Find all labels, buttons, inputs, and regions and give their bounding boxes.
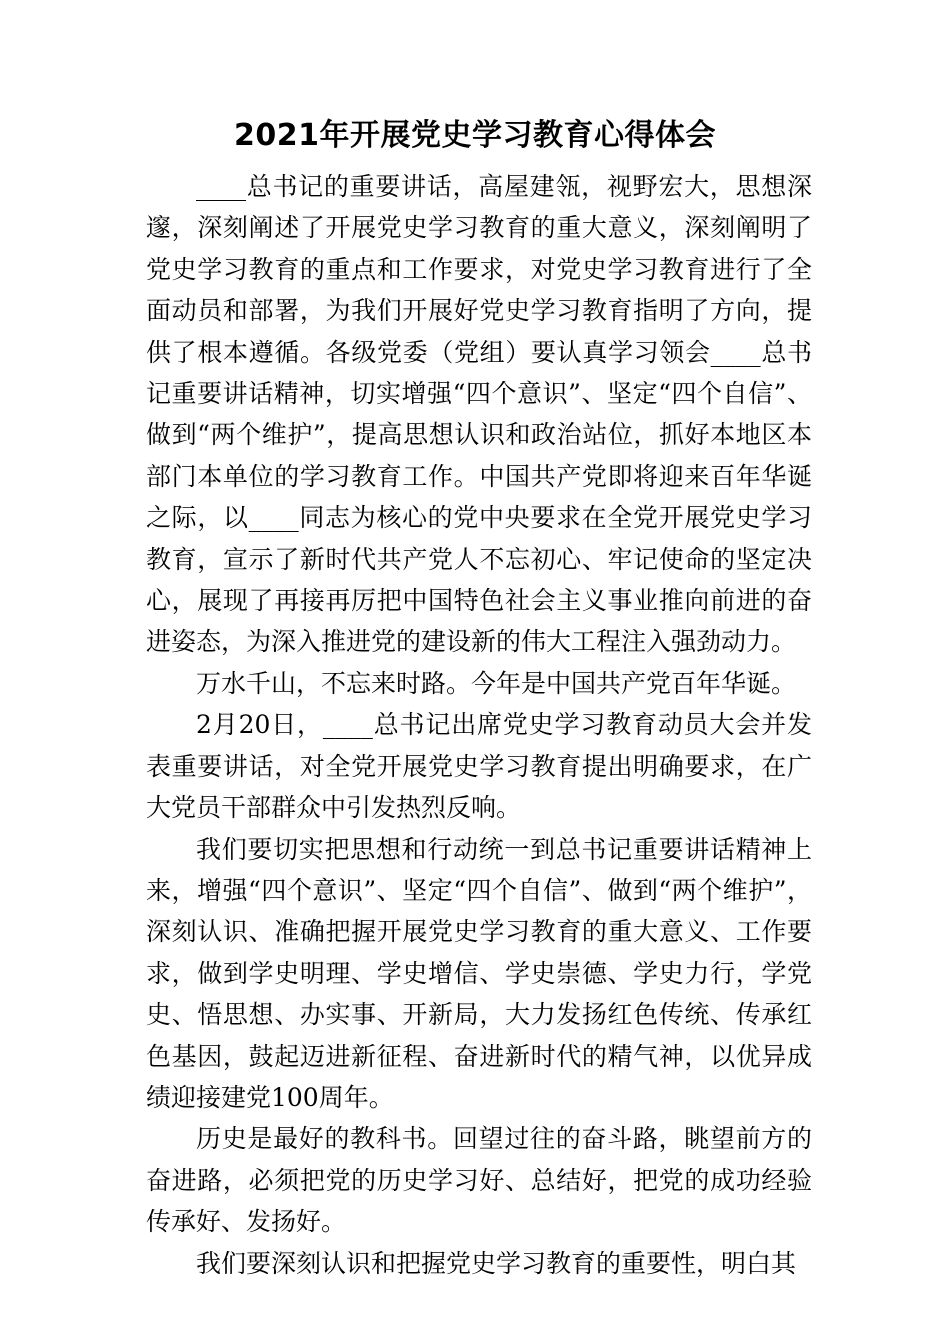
paragraph-1: ____总书记的重要讲话，高屋建瓴，视野宏大，思想深邃，深刻阐述了开展党史学习教育的重大意义，深刻阐明了党史学习教育的重点和工作要求，对党史学习教育进行了全面动员和部署，为我们开展好党史学习教育指明了方向，提供了根本遵循。各级党委（党组）要认真学习领会____总书记重要讲话精神，切实增强“四个意识”、坚定“四个自信”、做到“两个维护”，提高思想认识和政治站位，抓好本地区本部门本单位的学习教育工作。中国共产党即将迎来百年华诞之际，以____同志为核心的党中央要求在全党开展党史学习教育，宣示了新时代共产党人不忘初心、牢记使命的坚定决心，展现了再接再厉把中国特色社会主义事业推向前进的奋进姿态，为深入推进党的建设新的伟大工程注入强劲动力。 — [146, 172, 812, 657]
paragraph-6: 我们要深刻认识和把握党史学习教育的重要性，明白其 — [196, 1248, 797, 1278]
paragraph-5: 历史是最好的教科书。回望过往的奋斗路，眺望前方的奋进路，必须把党的历史学习好、总结好，把党的成功经验传承好、发扬好。 — [146, 1124, 812, 1237]
document-body — [146, 166, 812, 1284]
paragraph-3: 2月20日，____总书记出席党史学习教育动员大会并发表重要讲话，对全党开展党史学习教育提出明确要求，在广大党员干部群众中引发热烈反响。 — [146, 710, 812, 823]
paragraph-4: 我们要切实把思想和行动统一到总书记重要讲话精神上来，增强“四个意识”、坚定“四个自信”、做到“两个维护”，深刻认识、准确把握开展党史学习教育的重大意义、工作要求，做到学史明理、学史增信、学史崇德、学史力行，学党史、悟思想、办实事、开新局，大力发扬红色传统、传承红色基因，鼓起迈进新征程、奋进新时代的精气神，以优异成绩迎接建党100周年。 — [146, 834, 812, 1112]
document-title: 2021年开展党史学习教育心得体会 — [234, 118, 716, 153]
paragraph-2: 万水千山，不忘来时路。今年是中国共产党百年华诞。 — [196, 668, 797, 698]
